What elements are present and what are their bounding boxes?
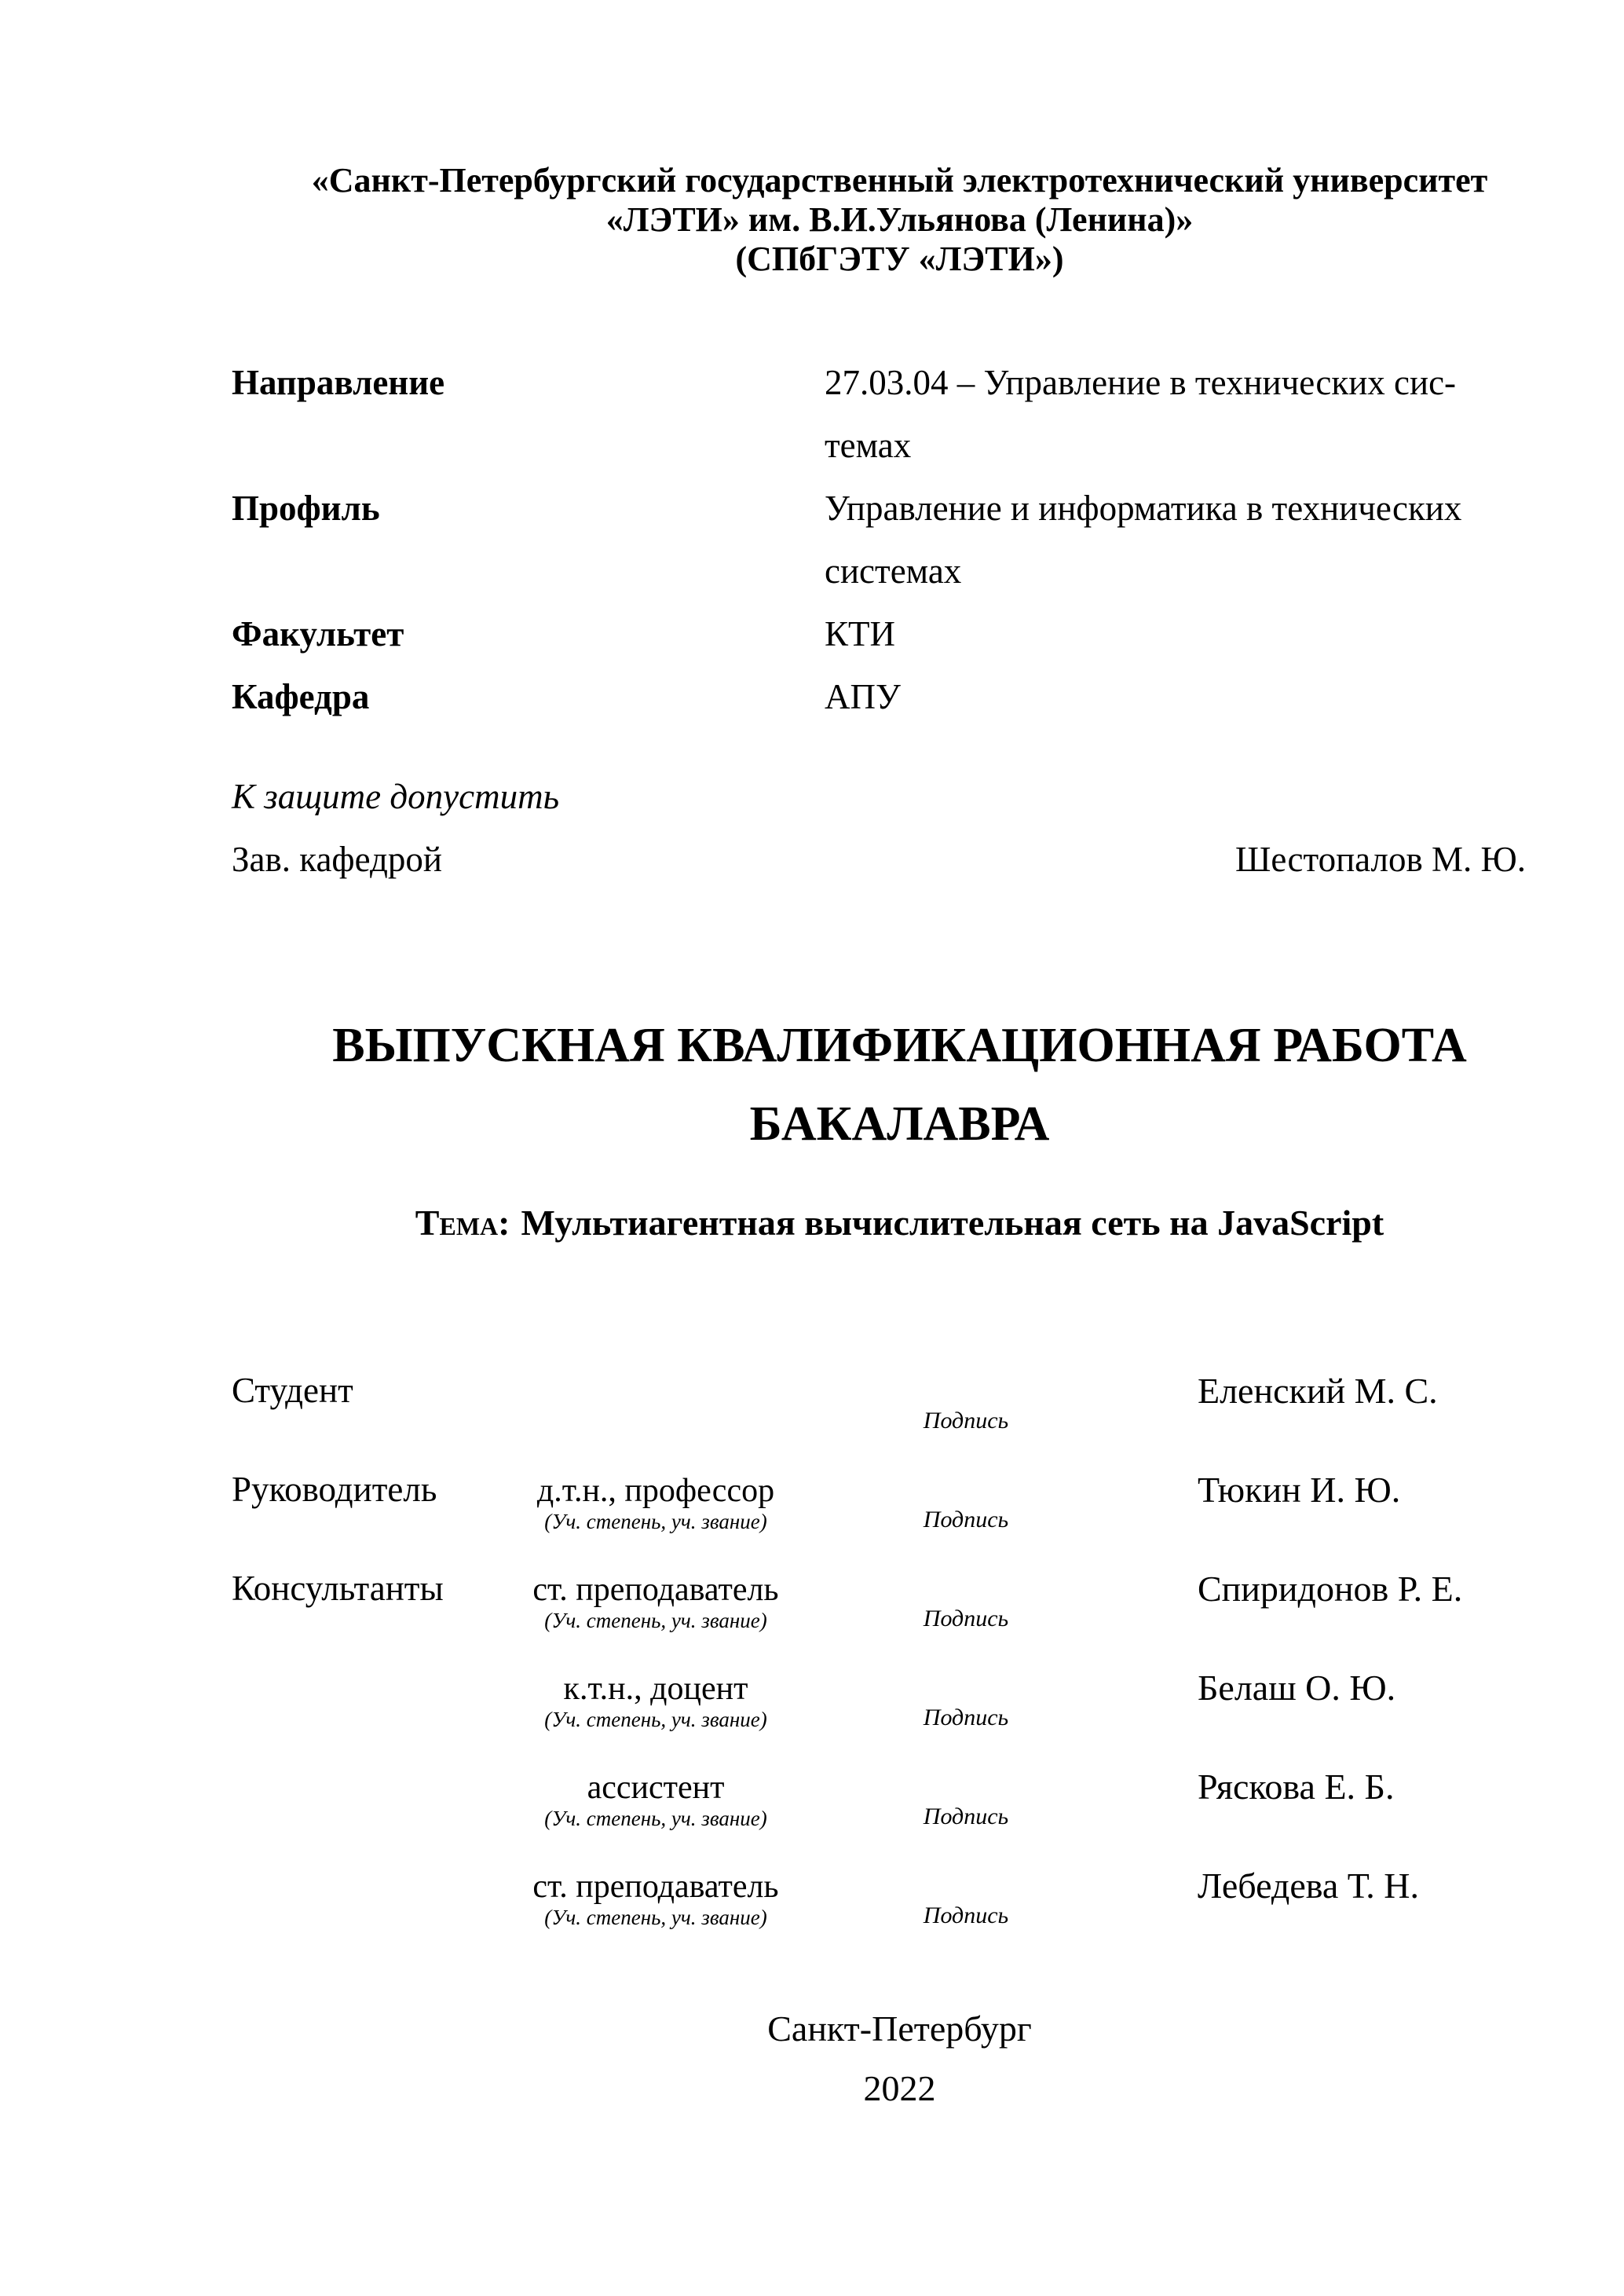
degree-caption: (Уч. степень, уч. звание) [544,1609,767,1632]
role-label: Руководитель [232,1470,437,1509]
admission-block [232,765,1567,891]
topic-label: Тема: [415,1203,510,1243]
signature-table [232,1370,1567,1964]
degree-title: ассистент [587,1770,725,1806]
signature-caption: Подпись [923,1705,1009,1730]
direction-row [232,351,1567,477]
person-name: Спиридонов Р. Е. [1198,1569,1463,1609]
profile-value-line1: Управление и информатика в технических [825,489,1462,528]
degree-title: к.т.н., доцент [563,1671,748,1707]
signature-caption: Подпись [923,1408,1009,1434]
degree-title: ст. преподаватель [532,1869,779,1905]
page-footer [232,1999,1567,2118]
university-name-line2: «ЛЭТИ» им. В.И.Ульянова (Ленина)» [605,200,1194,239]
direction-value-line1: 27.03.04 – Управление в технических сис- [825,363,1457,402]
person-name: Еленский М. С. [1198,1371,1438,1411]
program-info [232,351,1567,728]
profile-value [825,477,1567,602]
faculty-row [232,602,1567,665]
person-name: Ряскова Е. Б. [1198,1767,1395,1807]
topic-line [232,1199,1567,1247]
department-label: Кафедра [232,677,370,716]
person-name: Лебедева Т. Н. [1198,1866,1419,1906]
profile-row [232,477,1567,602]
department-value: АПУ [825,677,901,716]
direction-label: Направление [232,363,445,402]
signature-row-consultant-3 [232,1766,1567,1865]
faculty-value: КТИ [825,614,895,654]
university-abbreviation: (СПбГЭТУ «ЛЭТИ») [735,240,1064,278]
degree-caption: (Уч. степень, уч. звание) [544,1807,767,1830]
signature-caption: Подпись [923,1606,1009,1631]
department-row [232,665,1567,728]
degree-title: д.т.н., профессор [536,1473,775,1509]
profile-label: Профиль [232,489,380,528]
thesis-title-line1: ВЫПУСКНАЯ КВАЛИФИКАЦИОННАЯ РАБОТА [332,1019,1467,1072]
department-head-name: Шестопалов М. Ю. [1235,840,1526,879]
signature-caption: Подпись [923,1803,1009,1829]
thesis-title-line2: БАКАЛАВРА [749,1097,1050,1151]
thesis-title [232,1006,1567,1163]
admission-statement: К защите допустить [232,777,560,816]
signature-caption: Подпись [923,1507,1009,1532]
topic-text: Мультиагентная вычислительная сеть на JavaScript [521,1203,1384,1243]
signature-row-consultant-2 [232,1667,1567,1766]
signature-row-consultant-4 [232,1865,1567,1964]
degree-caption: (Уч. степень, уч. звание) [544,1906,767,1929]
city-label: Санкт-Петербург [767,2009,1032,2049]
department-head-row [232,828,1567,891]
faculty-label: Факультет [232,614,404,654]
signature-row-student [232,1370,1567,1469]
degree-caption: (Уч. степень, уч. звание) [544,1708,767,1731]
direction-value [825,351,1567,477]
department-head-label: Зав. кафедрой [232,840,442,879]
degree-caption: (Уч. степень, уч. звание) [544,1510,767,1533]
person-name: Белаш О. Ю. [1198,1668,1396,1708]
direction-value-line2: темах [825,426,912,465]
degree-title: ст. преподаватель [532,1572,779,1608]
signature-caption: Подпись [923,1902,1009,1928]
role-label: Студент [232,1371,353,1410]
signature-row-consultant-1 [232,1568,1567,1667]
profile-value-line2: системах [825,551,962,591]
year-label: 2022 [863,2068,936,2108]
signature-row-supervisor [232,1469,1567,1568]
university-name-line1: «Санкт-Петербургский государственный электротехнический университет [311,161,1488,200]
university-header [232,161,1567,279]
person-name: Тюкин И. Ю. [1198,1470,1401,1510]
role-label: Консультанты [232,1569,444,1608]
